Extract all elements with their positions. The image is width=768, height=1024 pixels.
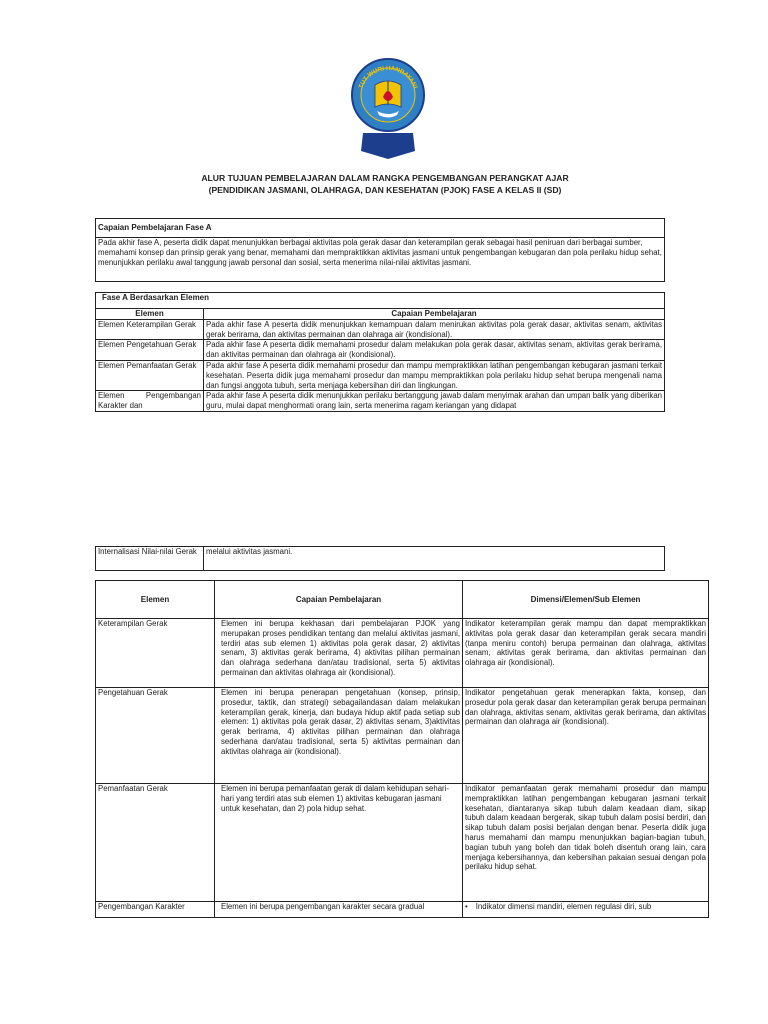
cp-body: Pada akhir fase A, peserta didik dapat menunjukkan berbagai aktivitas pola gerak dasar dan keterampilan gerak sebagai hasil peniruan dari berbagai sumber, memahami konsep dan prinsip gerak yang benar, memahami dan mempraktikkan aktivitas jasmani untuk pengembangan kebugaran dan pola perilaku hidup sehat, menunjukkan perilaku awal tanggung jawab personal dan sosial, serta menerima nilai-nilai aktivitas jasmani. (96, 238, 665, 282)
table-row (96, 688, 709, 784)
table-row (96, 619, 709, 688)
list-item: • Indikator dimensi mandiri, elemen regulasi diri, sub (471, 902, 706, 912)
table-row (96, 340, 665, 361)
elemen-dimensi-table (95, 580, 709, 918)
elemen-cell: Pemanfaatan Gerak (96, 784, 215, 902)
elemen-cell: Internalisasi Nilai-nilai Gerak (96, 547, 204, 571)
cp-fase-a-table (95, 218, 665, 282)
table-row (96, 319, 665, 340)
table-row (96, 391, 665, 412)
cp-heading: Capaian Pembelajaran Fase A (96, 219, 665, 238)
dimensi-cell (463, 902, 709, 918)
dimensi-list (465, 902, 706, 912)
fase-continuation-table (95, 546, 665, 571)
elemen-cell: Elemen Pengetahuan Gerak (96, 340, 204, 361)
cp-cell: Elemen ini berupa penerapan pengetahuan (konsep, prinsip, prosedur, taktik, dan strategi) sebagailandasan dalam melakukan keterampilan gerak, kinerja, dan budaya hidup aktif pada setiap sub elemen: 1) aktivitas pola gerak dasar, 2) aktivitas senam, 3)aktivitas gerak berirama, 4) aktivitas pilihan permainan dan olahraga sederhana dan/atau tradisional, serta 5) aktivitas permainan dan aktivitas olahraga air (kondisional). (215, 688, 463, 784)
dimensi-cell: Indikator pengetahuan gerak menerapkan fakta, konsep, dan prosedur pola gerak dasar dan keterampilan gerak berupa permainan dan olahraga, aktivitas senam, aktivitas gerak berirama, dan aktivitas permainan dan olahraga air (kondisional). (463, 688, 709, 784)
cp-cell: Elemen ini berupa pengembangan karakter secara gradual (215, 902, 463, 918)
svg-text:TUT WURI HANDAYANI: TUT WURI HANDAYANI (357, 64, 419, 90)
header-dimensi: Dimensi/Elemen/Sub Elemen (463, 581, 709, 619)
table-row (96, 902, 709, 918)
cp-cell: Elemen ini berupa pemanfaatan gerak di dalam kehidupan sehari-hari yang terdiri atas sub elemen 1) aktivitas kebugaran jasmani untuk kesehatan, dan 2) pola hidup sehat. (215, 784, 463, 902)
elemen-cell: Elemen Pengembangan Karakter dan (96, 391, 204, 412)
tut-wuri-handayani-logo (349, 55, 427, 163)
cp-cell: Pada akhir fase A peserta didik menunjukkan perilaku bertanggung jawab dalam menyimak arahan dan umpan balik yang diberikan guru, mulai dapat menghormati orang lain, serta menerima ragam keriangan yang didapat (204, 391, 665, 412)
col-cp-header: Capaian Pembelajaran (204, 309, 665, 320)
col-elemen-header: Elemen (96, 309, 204, 320)
cp-cell: Pada akhir fase A peserta didik menunjukkan kemampuan dalam menirukan aktivitas pola gerak dasar, aktivitas senam, aktivitas gerak berirama, dan aktivitas permainan dan olahraga air (kondisional). (204, 319, 665, 340)
cp-cell: Pada akhir fase A peserta didik memahami prosedur dan mampu mempraktikkan latihan pengembangan kebugaran jasmani terkait kesehatan. Peserta didik juga memahami prosedur dan mampu mempraktikkan pola perilaku hidup sehat berupa mengenali nama dan fungsi anggota tubuh, serta menjaga kebersihan diri dan lingkungan. (204, 360, 665, 390)
table-row (96, 360, 665, 390)
table-row (96, 784, 709, 902)
title-line-2: (PENDIDIKAN JASMANI, OLAHRAGA, DAN KESEHATAN (PJOK) FASE A KELAS II (SD) (208, 185, 562, 195)
document-title (95, 172, 675, 196)
header-cp: Capaian Pembelajaran (215, 581, 463, 619)
cp-cell: Elemen ini berupa kekhasan dari pembelajaran PJOK yang merupakan proses pendidikan tentang dan melalui aktivitas jasmani, terdiri atas sub elemen 1) aktivitas pola gerak dasar, 2) aktivitas senam, 3) aktivitas gerak berirama, 4) aktivitas pilihan permainan dan olahraga sederhana dan/atau tradisional, serta 5) aktivitas permainan dan aktivitas olahraga air (kondisional). (215, 619, 463, 688)
elemen-cell: Elemen Pemanfaatan Gerak (96, 360, 204, 390)
cp-cell: Pada akhir fase A peserta didik memahami prosedur dalam melakukan pola gerak dasar, aktivitas senam, aktivitas gerak berirama, dan aktivitas permainan dan olahraga air (kondisional). (204, 340, 665, 361)
elemen-cell: Keterampilan Gerak (96, 619, 215, 688)
title-line-1: ALUR TUJUAN PEMBELAJARAN DALAM RANGKA PENGEMBANGAN PERANGKAT AJAR (201, 173, 569, 183)
elemen-cell: Pengembangan Karakter (96, 902, 215, 918)
header-elemen: Elemen (96, 581, 215, 619)
dimensi-cell: Indikator pemanfaatan gerak memahami prosedur dan mampu mempraktikkan latihan pengembangan kebugaran jasmani terkait kesehatan, diantaranya sikap tubuh dalam keadaan diam, sikap tubuh dalam keadaan bergerak, sikap tubuh dalam posisi berdiri, dan sikap tubuh dalam posisi berjalan dengan benar. Peserta didik juga harus memahami dan mampu menunjukkan bagian-bagian tubuh, bagian tubuh yang boleh dan tidak boleh disentuh orang lain, cara menjaga kebersihannya, dan kebersihan pakaian sesuai dengan pola perilaku hidup sehat. (463, 784, 709, 902)
cp-cell: melalui aktivitas jasmani. (204, 547, 665, 571)
elemen-cell: Pengetahuan Gerak (96, 688, 215, 784)
fase-elemen-table (95, 292, 665, 412)
fase-heading: Fase A Berdasarkan Elemen (96, 293, 665, 309)
elemen-cell: Elemen Keterampilan Gerak (96, 319, 204, 340)
dimensi-cell: Indikator keterampilan gerak mampu dan dapat mempraktikkan aktivitas pola gerak dasar dan keterampilan gerak secara mandiri (tanpa meniru contoh) berupa permainan dan olahraga, aktivitas senam, aktivitas gerak berirama, dan aktivitas permainan dan olahraga air (kondisional). (463, 619, 709, 688)
